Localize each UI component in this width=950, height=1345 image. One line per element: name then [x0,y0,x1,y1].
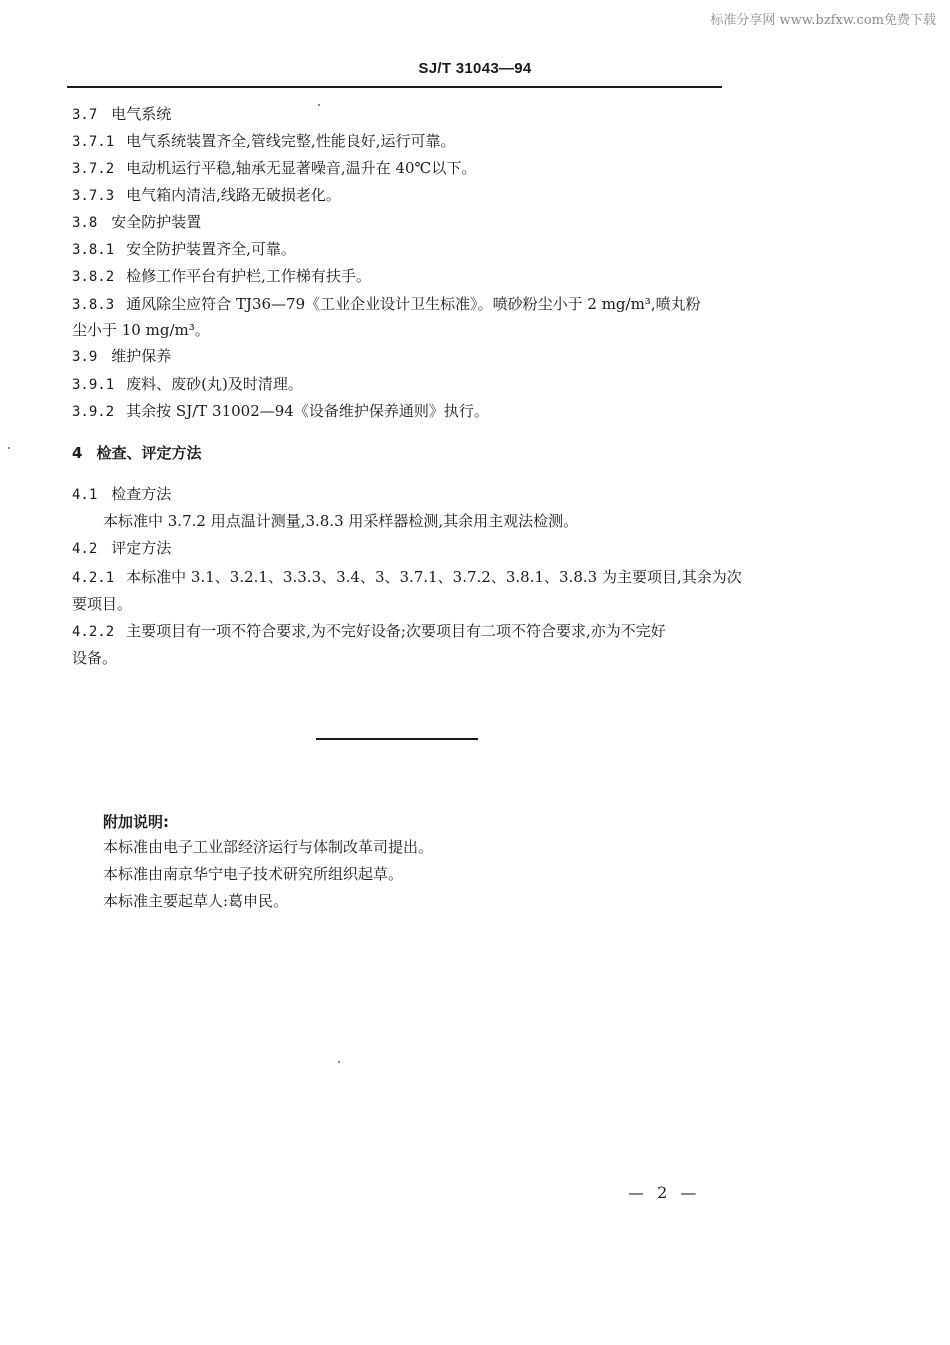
chapter-title: 检查、评定方法 [96,444,202,462]
section-title: 安全防护装置 [111,213,202,231]
clause-text: 检修工作平台有护栏,工作梯有扶手。 [126,267,371,285]
clause-number: 3.8.3 [72,297,115,313]
clause-text: 本标准中 3.1、3.2.1、3.3.3、3.4、3、3.7.1、3.7.2、3.8.1、3.8.3 为主要项目,其余为次 [126,568,742,586]
section-3-9-heading [72,343,171,371]
clause-4-2-2-continuation: 设备。 [72,649,118,667]
section-number: 3.9 [72,349,98,365]
clause-3-9-2 [72,398,489,426]
clause-3-8-3-continuation: 尘小于 10 mg/m³。 [72,321,210,339]
section-number: 4.1 [72,487,98,503]
section-4-1-heading [72,481,171,509]
chapter-4-heading [72,440,201,467]
scan-speck [8,447,10,449]
header-rule [67,86,722,88]
appendix-line: 本标准由南京华宁电子技术研究所组织起草。 [103,865,404,883]
clause-3-7-1 [72,128,455,156]
clause-text: 电气系统装置齐全,管线完整,性能良好,运行可靠。 [126,132,456,150]
page-header-standard-number: SJ/T 31043—94 [418,60,532,77]
clause-text: 电气箱内清洁,线路无破损老化。 [126,186,341,204]
chapter-number: 4 [72,444,83,462]
clause-4-2-2 [72,618,666,646]
end-of-text-rule [316,738,478,740]
appendix-line: 本标准主要起草人:葛申民。 [103,892,289,910]
clause-text: 电动机运行平稳,轴承无显著噪音,温升在 40℃以下。 [126,159,477,177]
clause-number: 3.7.3 [72,188,115,204]
clause-3-7-2 [72,155,476,183]
clause-number: 3.8.1 [72,242,115,258]
clause-number: 3.7.1 [72,134,115,150]
clause-number: 3.8.2 [72,269,115,285]
clause-3-7-3 [72,182,341,210]
clause-text: 主要项目有一项不符合要求,为不完好设备;次要项目有二项不符合要求,亦为不完好 [126,622,666,640]
clause-4-2-1 [72,564,742,592]
page-number: — 2 — [628,1183,701,1202]
section-title: 评定方法 [111,539,172,557]
appendix-line: 本标准由电子工业部经济运行与体制改革司提出。 [103,838,434,856]
appendix-title: 附加说明: [103,813,169,831]
section-title: 维护保养 [111,347,172,365]
clause-3-8-2 [72,263,371,291]
clause-4-2-1-continuation: 要项目。 [72,595,133,613]
section-number: 4.2 [72,541,98,557]
clause-number: 4.2.2 [72,624,115,640]
section-title: 检查方法 [111,485,172,503]
clause-text: 安全防护装置齐全,可靠。 [126,240,296,258]
clause-text: 通风除尘应符合 TJ36—79《工业企业设计卫生标准》。喷砂粉尘小于 2 mg/m³,喷丸粉 [126,295,701,313]
scan-speck [338,1061,340,1063]
scan-speck [318,104,320,106]
clause-number: 4.2.1 [72,570,115,586]
clause-number: 3.9.2 [72,404,115,420]
section-number: 3.7 [72,107,98,123]
section-title: 电气系统 [111,105,172,123]
section-4-1-body: 本标准中 3.7.2 用点温计测量,3.8.3 用采样器检测,其余用主观法检测。 [103,512,579,530]
clause-3-8-3 [72,291,701,319]
section-3-8-heading [72,209,201,237]
watermark: 标准分享网 www.bzfxw.com免费下载 [710,13,936,28]
section-4-2-heading [72,535,171,563]
section-number: 3.8 [72,215,98,231]
clause-text: 其余按 SJ/T 31002—94《设备维护保养通则》执行。 [126,402,489,420]
clause-text: 废料、废砂(丸)及时清理。 [126,375,303,393]
clause-3-9-1 [72,371,303,399]
clause-number: 3.7.2 [72,161,115,177]
clause-number: 3.9.1 [72,377,115,393]
clause-3-8-1 [72,236,296,264]
section-3-7-heading [72,101,171,129]
